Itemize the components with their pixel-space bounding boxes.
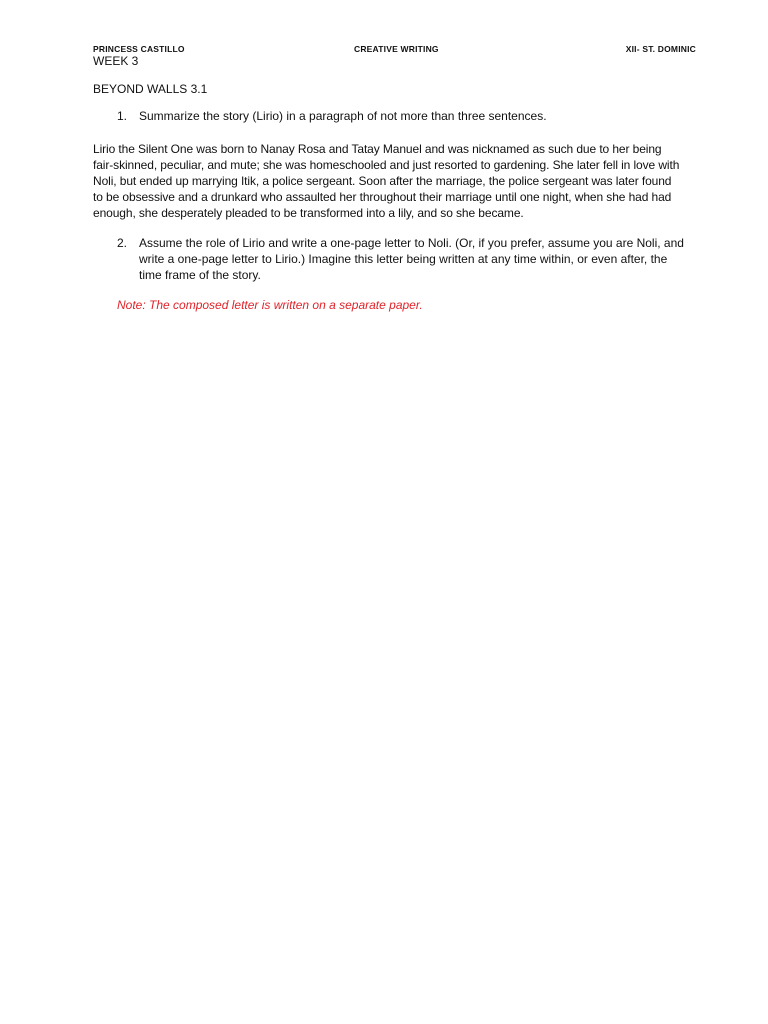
summary-line: Lirio the Silent One was born to Nanay Rosa and Tatay Manuel and was nicknamed as such due to her being [93,142,662,156]
summary-line: fair-skinned, peculiar, and mute; she was homeschooled and just resorted to gardening. She later fell in love with [93,158,680,172]
question-line: Assume the role of Lirio and write a one-page letter to Noli. (Or, if you prefer, assume you are Noli, and [139,236,684,250]
question-line: time frame of the story. [139,268,261,282]
question-text [139,235,684,283]
question-number: 1. [117,109,128,123]
question-line: write a one-page letter to Lirio.) Imagine this letter being written at any time within, or even after, the [139,252,668,266]
summary-line: to be obsessive and a drunkard who assaulted her throughout their marriage until one night, when she had had [93,190,672,204]
section-title: BEYOND WALLS 3.1 [93,82,208,96]
note-text: Note: The composed letter is written on a separate paper. [117,298,423,312]
week-label: WEEK 3 [93,54,139,68]
summary-paragraph [93,141,680,221]
question-item-1 [117,108,677,124]
question-number: 2. [117,236,128,250]
class-section: XII- ST. DOMINIC [625,44,696,54]
summary-line: Noli, but ended up marrying Itik, a police sergeant. Soon after the marriage, the police sergeant was later found [93,174,672,188]
student-name: PRINCESS CASTILLO [93,44,185,54]
question-item-2 [117,235,684,283]
subject-name: CREATIVE WRITING [354,44,439,54]
summary-line: enough, she desperately pleaded to be transformed into a lily, and so she became. [93,206,524,220]
question-text: Summarize the story (Lirio) in a paragraph of not more than three sentences. [139,109,547,123]
